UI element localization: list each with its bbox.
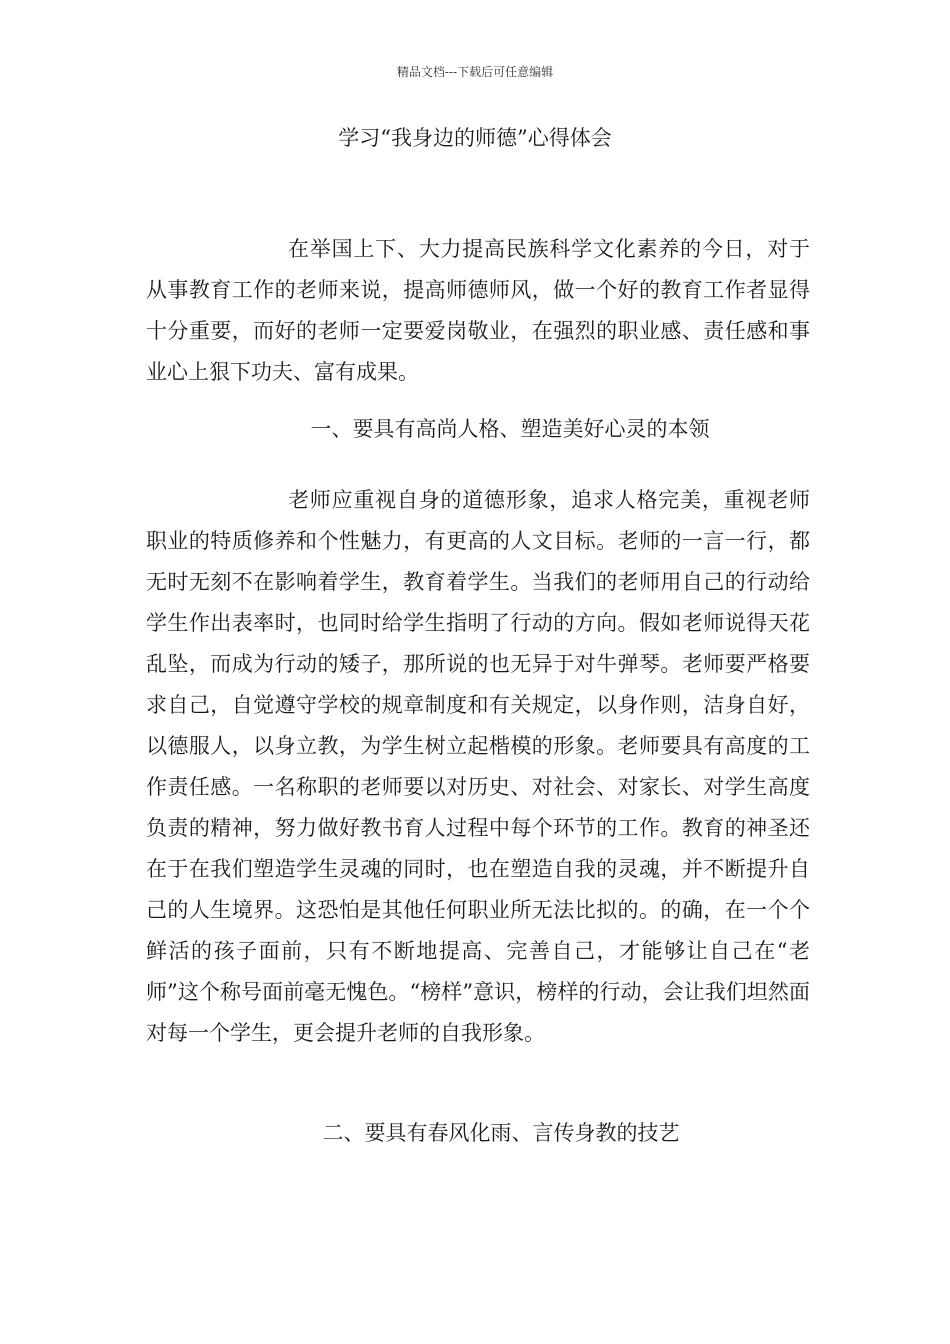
header-note: 精品文档---下载后可任意编辑 xyxy=(396,65,554,79)
section-heading-2: 二、要具有春风化雨、言传身教的技艺 xyxy=(322,1121,680,1145)
document-title: 学习“我身边的师德”心得体会 xyxy=(338,126,612,150)
section-1-paragraph: 老师应重视自身的道德形象，追求人格完美，重视老师职业的特质修养和个性魅力，有更高的人文目标。老师的一言一行，都无时无刻不在影响着学生，教育着学生。当我们的老师用自己的行动给学生作出表率时，也同时给学生指明了行动的方向。假如老师说得天花乱坠，而成为行动的矮子，那所说的也无异于对牛弹琴。老师要严格要求自己，自觉遵守学校的规章制度和有关规定，以身作则，洁身自好，以德服人，以身立教，为学生树立起楷模的形象。老师要具有高度的工作责任感。一名称职的老师要以对历史、对社会、对家长、对学生高度负责的精神，努力做好教书育人过程中每个环节的工作。教育的神圣还在于在我们塑造学生灵魂的同时，也在塑造自我的灵魂，并不断提升自己的人生境界。这恐怕是其他任何职业所无法比拟的。的确，在一个个鲜活的孩子面前，只有不断地提高、完善自己，才能够让自己在“老师”这个称号面前毫无愧色。“榜样”意识，榜样的行动，会让我们坦然面对每一个学生，更会提升老师的自我形象。 xyxy=(146,488,810,1045)
intro-paragraph: 在举国上下、大力提高民族科学文化素养的今日，对于从事教育工作的老师来说，提高师德师风，做一个好的教育工作者显得十分重要，而好的老师一定要爱岗敬业，在强烈的职业感、责任感和事业心上狠下功夫、富有成果。 xyxy=(146,237,810,384)
section-heading-1: 一、要具有高尚人格、塑造美好心灵的本领 xyxy=(310,417,710,441)
